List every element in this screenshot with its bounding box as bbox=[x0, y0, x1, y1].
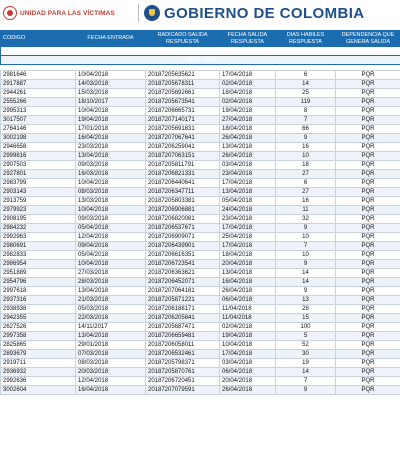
cell-dependencia: PQR bbox=[336, 251, 400, 260]
cell-radicado-salida: 20187206665731 bbox=[146, 107, 220, 116]
cell-fecha-entrada: 09/03/2018 bbox=[76, 215, 146, 224]
cell-fecha-salida: 19/04/2018 bbox=[220, 332, 276, 341]
table-row bbox=[1, 332, 400, 341]
cell-radicado-salida: 20187205803381 bbox=[146, 197, 220, 206]
cell-radicado-salida: 20187206720451 bbox=[146, 377, 220, 386]
cell-radicado-salida: 20187207140171 bbox=[146, 116, 220, 125]
cell-radicado-salida: 20187206058011 bbox=[146, 341, 220, 350]
table-row bbox=[1, 197, 400, 206]
cell-fecha-entrada: 16/03/2018 bbox=[76, 170, 146, 179]
cell-radicado-salida: 20187206616351 bbox=[146, 251, 220, 260]
cell-codigo: 2983799 bbox=[1, 179, 76, 188]
cell-radicado-salida: 20187205811791 bbox=[146, 161, 220, 170]
cell-fecha-salida: 26/04/2018 bbox=[220, 134, 276, 143]
cell-fecha-salida: 26/04/2018 bbox=[220, 152, 276, 161]
cell-codigo: 2937316 bbox=[1, 296, 76, 305]
cell-dias-habiles: 66 bbox=[276, 125, 336, 134]
cell-dias-habiles: 6 bbox=[276, 179, 336, 188]
cell-codigo: 2946658 bbox=[1, 143, 76, 152]
cell-fecha-entrada: 08/03/2018 bbox=[76, 188, 146, 197]
cell-fecha-entrada: 13/04/2018 bbox=[76, 152, 146, 161]
table-row bbox=[1, 314, 400, 323]
cell-fecha-entrada: 16/04/2018 bbox=[76, 386, 146, 395]
cell-fecha-salida: 23/04/2018 bbox=[220, 170, 276, 179]
cell-fecha-entrada: 12/04/2018 bbox=[76, 377, 146, 386]
cell-dependencia: PQR bbox=[336, 242, 400, 251]
cell-fecha-salida: 06/04/2018 bbox=[220, 368, 276, 377]
cell-fecha-entrada: 14/11/2017 bbox=[76, 323, 146, 332]
cell-fecha-salida: 13/04/2018 bbox=[220, 188, 276, 197]
cell-radicado-salida: 20187206363621 bbox=[146, 269, 220, 278]
cell-codigo: 3002604 bbox=[1, 386, 76, 395]
column-header-codigo: CODIGO bbox=[1, 31, 76, 47]
cell-radicado-salida: 20187206659481 bbox=[146, 332, 220, 341]
cell-radicado-salida: 20187206723541 bbox=[146, 260, 220, 269]
cell-dependencia: PQR bbox=[336, 341, 400, 350]
cell-dias-habiles: 30 bbox=[276, 350, 336, 359]
cell-dependencia: PQR bbox=[336, 269, 400, 278]
cell-fecha-entrada: 22/03/2018 bbox=[76, 314, 146, 323]
cell-fecha-salida: 27/04/2018 bbox=[220, 116, 276, 125]
cell-codigo: 2908195 bbox=[1, 215, 76, 224]
cell-fecha-salida: 17/04/2018 bbox=[220, 242, 276, 251]
table-row bbox=[1, 206, 400, 215]
report-banner bbox=[1, 47, 400, 71]
cell-dependencia: PQR bbox=[336, 296, 400, 305]
cell-dependencia: PQR bbox=[336, 224, 400, 233]
cell-fecha-salida: 17/04/2018 bbox=[220, 179, 276, 188]
cell-dependencia: PQR bbox=[336, 89, 400, 98]
cell-dias-habiles: 119 bbox=[276, 98, 336, 107]
table-row bbox=[1, 296, 400, 305]
cell-fecha-salida: 20/04/2018 bbox=[220, 260, 276, 269]
table-row bbox=[1, 215, 400, 224]
cell-dependencia: PQR bbox=[336, 80, 400, 89]
cell-dias-habiles: 14 bbox=[276, 80, 336, 89]
cell-fecha-entrada: 05/04/2018 bbox=[76, 251, 146, 260]
cell-codigo: 3002198 bbox=[1, 134, 76, 143]
cell-codigo: 2913759 bbox=[1, 197, 76, 206]
cell-codigo: 2984232 bbox=[1, 224, 76, 233]
cell-dependencia: PQR bbox=[336, 98, 400, 107]
cell-dependencia: PQR bbox=[336, 314, 400, 323]
cell-fecha-salida: 02/04/2018 bbox=[220, 323, 276, 332]
cell-fecha-salida: 20/04/2018 bbox=[220, 377, 276, 386]
cell-fecha-entrada: 28/03/2018 bbox=[76, 278, 146, 287]
table-row bbox=[1, 287, 400, 296]
cell-codigo: 2938938 bbox=[1, 305, 76, 314]
cell-dias-habiles: 11 bbox=[276, 206, 336, 215]
cell-dias-habiles: 7 bbox=[276, 377, 336, 386]
cell-radicado-salida: 20187206537671 bbox=[146, 224, 220, 233]
cell-codigo: 2825865 bbox=[1, 341, 76, 350]
table-row bbox=[1, 224, 400, 233]
cell-fecha-entrada: 09/04/2018 bbox=[76, 242, 146, 251]
cell-fecha-entrada: 15/03/2018 bbox=[76, 89, 146, 98]
cell-radicado-salida: 20187205678311 bbox=[146, 80, 220, 89]
cell-codigo: 2992636 bbox=[1, 377, 76, 386]
cell-fecha-salida: 26/04/2018 bbox=[220, 386, 276, 395]
cell-fecha-entrada: 10/04/2018 bbox=[76, 260, 146, 269]
victims-unit-logo-text: UNIDAD PARA LAS VÍCTIMAS bbox=[20, 9, 115, 17]
cell-dias-habiles: 7 bbox=[276, 242, 336, 251]
cell-fecha-entrada: 10/04/2018 bbox=[76, 179, 146, 188]
cell-fecha-salida: 03/04/2018 bbox=[220, 161, 276, 170]
table-row bbox=[1, 305, 400, 314]
table-row bbox=[1, 278, 400, 287]
cell-radicado-salida: 20187205673541 bbox=[146, 98, 220, 107]
cell-dias-habiles: 19 bbox=[276, 359, 336, 368]
cell-fecha-entrada: 05/04/2018 bbox=[76, 224, 146, 233]
cell-fecha-entrada: 18/10/2017 bbox=[76, 98, 146, 107]
cell-fecha-entrada: 27/03/2018 bbox=[76, 269, 146, 278]
cell-fecha-entrada: 10/04/2018 bbox=[76, 206, 146, 215]
column-header-dependencia: DEPENDENCIA QUE GENERA SALIDA bbox=[336, 31, 400, 47]
table-row bbox=[1, 179, 400, 188]
cell-radicado-salida: 20187206440641 bbox=[146, 179, 220, 188]
report-title: REPORTE MENSUAL GESTION DE PETICIONES bbox=[1, 47, 400, 56]
cell-radicado-salida: 20187207067641 bbox=[146, 134, 220, 143]
cell-codigo: 2999816 bbox=[1, 152, 76, 161]
cell-dias-habiles: 52 bbox=[276, 341, 336, 350]
cell-radicado-salida: 20187206452071 bbox=[146, 278, 220, 287]
cell-codigo: 2980691 bbox=[1, 242, 76, 251]
cell-radicado-salida: 20187206906881 bbox=[146, 206, 220, 215]
table-row bbox=[1, 98, 400, 107]
cell-codigo: 2942355 bbox=[1, 314, 76, 323]
cell-dias-habiles: 27 bbox=[276, 170, 336, 179]
cell-radicado-salida: 20187206821331 bbox=[146, 170, 220, 179]
cell-codigo: 2903143 bbox=[1, 188, 76, 197]
table-row bbox=[1, 134, 400, 143]
table-body bbox=[1, 71, 400, 395]
cell-dependencia: PQR bbox=[336, 305, 400, 314]
cell-dias-habiles: 13 bbox=[276, 296, 336, 305]
victims-unit-logo bbox=[3, 3, 115, 23]
report-period: ABRIL 2018 bbox=[1, 56, 400, 65]
cell-fecha-entrada: 23/03/2018 bbox=[76, 143, 146, 152]
table-row bbox=[1, 143, 400, 152]
cell-codigo: 2997618 bbox=[1, 287, 76, 296]
table-row bbox=[1, 359, 400, 368]
cell-fecha-salida: 11/04/2018 bbox=[220, 314, 276, 323]
cell-fecha-entrada: 20/03/2018 bbox=[76, 368, 146, 377]
cell-dependencia: PQR bbox=[336, 134, 400, 143]
cell-fecha-salida: 17/04/2018 bbox=[220, 224, 276, 233]
table-row bbox=[1, 125, 400, 134]
cell-codigo: 2944261 bbox=[1, 89, 76, 98]
cell-fecha-salida: 26/04/2018 bbox=[220, 287, 276, 296]
cell-fecha-entrada: 10/04/2018 bbox=[76, 71, 146, 80]
cell-codigo: 2555266 bbox=[1, 98, 76, 107]
cell-dependencia: PQR bbox=[336, 179, 400, 188]
cell-dependencia: PQR bbox=[336, 233, 400, 242]
cell-dias-habiles: 7 bbox=[276, 116, 336, 125]
cell-dependencia: PQR bbox=[336, 323, 400, 332]
cell-codigo: 2981646 bbox=[1, 71, 76, 80]
table-row bbox=[1, 251, 400, 260]
table-row bbox=[1, 269, 400, 278]
cell-dias-habiles: 16 bbox=[276, 143, 336, 152]
table-row bbox=[1, 242, 400, 251]
cell-fecha-entrada: 12/04/2018 bbox=[76, 233, 146, 242]
table-row bbox=[1, 107, 400, 116]
cell-fecha-entrada: 10/04/2018 bbox=[76, 107, 146, 116]
cell-dependencia: PQR bbox=[336, 188, 400, 197]
column-header-fecha-entrada: FECHA ENTRADA bbox=[76, 31, 146, 47]
cell-dependencia: PQR bbox=[336, 260, 400, 269]
cell-dias-habiles: 14 bbox=[276, 278, 336, 287]
cell-dias-habiles: 9 bbox=[276, 260, 336, 269]
cell-radicado-salida: 20187206439901 bbox=[146, 242, 220, 251]
cell-dependencia: PQR bbox=[336, 377, 400, 386]
cell-codigo: 2893679 bbox=[1, 350, 76, 359]
cell-dias-habiles: 8 bbox=[276, 107, 336, 116]
cell-codigo: 2927801 bbox=[1, 170, 76, 179]
cell-fecha-entrada: 13/04/2018 bbox=[76, 287, 146, 296]
cell-dias-habiles: 9 bbox=[276, 386, 336, 395]
table-header bbox=[1, 31, 400, 47]
cell-fecha-salida: 05/04/2018 bbox=[220, 197, 276, 206]
cell-dependencia: PQR bbox=[336, 143, 400, 152]
cell-dependencia: PQR bbox=[336, 215, 400, 224]
cell-codigo: 2951889 bbox=[1, 269, 76, 278]
cell-radicado-salida: 20187206909071 bbox=[146, 233, 220, 242]
table-row bbox=[1, 152, 400, 161]
cell-dias-habiles: 18 bbox=[276, 161, 336, 170]
cell-radicado-salida: 20187206347711 bbox=[146, 188, 220, 197]
colombia-crest-icon bbox=[144, 5, 160, 21]
cell-radicado-salida: 20187205798371 bbox=[146, 359, 220, 368]
cell-fecha-salida: 11/04/2018 bbox=[220, 305, 276, 314]
table-row bbox=[1, 386, 400, 395]
table-row bbox=[1, 341, 400, 350]
cell-dias-habiles: 28 bbox=[276, 305, 336, 314]
cell-radicado-salida: 20187206205841 bbox=[146, 314, 220, 323]
table-row bbox=[1, 368, 400, 377]
cell-radicado-salida: 20187205635621 bbox=[146, 71, 220, 80]
cell-fecha-entrada: 29/01/2018 bbox=[76, 341, 146, 350]
cell-fecha-entrada: 19/04/2018 bbox=[76, 116, 146, 125]
victims-unit-logo-icon bbox=[3, 6, 17, 20]
cell-codigo: 2954796 bbox=[1, 278, 76, 287]
cell-codigo: 2997358 bbox=[1, 332, 76, 341]
cell-radicado-salida: 20187205692661 bbox=[146, 89, 220, 98]
header-divider bbox=[138, 4, 139, 22]
cell-fecha-salida: 13/04/2018 bbox=[220, 269, 276, 278]
cell-dependencia: PQR bbox=[336, 170, 400, 179]
cell-dias-habiles: 27 bbox=[276, 188, 336, 197]
cell-dependencia: PQR bbox=[336, 197, 400, 206]
cell-fecha-salida: 10/04/2018 bbox=[220, 341, 276, 350]
column-header-dias-habiles: DIAS HABILES RESPUESTA bbox=[276, 31, 336, 47]
cell-dependencia: PQR bbox=[336, 161, 400, 170]
cell-fecha-salida: 13/04/2018 bbox=[220, 143, 276, 152]
cell-codigo: 2936932 bbox=[1, 368, 76, 377]
table-row bbox=[1, 89, 400, 98]
cell-fecha-salida: 18/04/2018 bbox=[220, 251, 276, 260]
table-row bbox=[1, 161, 400, 170]
cell-dias-habiles: 14 bbox=[276, 269, 336, 278]
cell-dias-habiles: 5 bbox=[276, 332, 336, 341]
cell-fecha-entrada: 05/03/2018 bbox=[76, 305, 146, 314]
cell-fecha-entrada: 08/03/2018 bbox=[76, 359, 146, 368]
cell-dependencia: PQR bbox=[336, 278, 400, 287]
cell-dependencia: PQR bbox=[336, 368, 400, 377]
cell-dias-habiles: 15 bbox=[276, 314, 336, 323]
table-row bbox=[1, 170, 400, 179]
cell-fecha-salida: 24/04/2018 bbox=[220, 206, 276, 215]
cell-fecha-entrada: 07/03/2018 bbox=[76, 350, 146, 359]
cell-fecha-salida: 17/04/2018 bbox=[220, 71, 276, 80]
cell-fecha-salida: 18/04/2018 bbox=[220, 125, 276, 134]
cell-dias-habiles: 25 bbox=[276, 89, 336, 98]
cell-fecha-salida: 23/04/2018 bbox=[220, 215, 276, 224]
cell-dias-habiles: 16 bbox=[276, 197, 336, 206]
cell-codigo: 2992963 bbox=[1, 233, 76, 242]
table-row bbox=[1, 188, 400, 197]
cell-codigo: 2907503 bbox=[1, 161, 76, 170]
cell-codigo: 2919711 bbox=[1, 359, 76, 368]
report-table bbox=[0, 30, 400, 395]
table-row bbox=[1, 233, 400, 242]
cell-dependencia: PQR bbox=[336, 206, 400, 215]
cell-radicado-salida: 20187206532461 bbox=[146, 350, 220, 359]
cell-fecha-salida: 25/04/2018 bbox=[220, 233, 276, 242]
cell-fecha-entrada: 09/03/2018 bbox=[76, 161, 146, 170]
cell-fecha-entrada: 14/03/2018 bbox=[76, 80, 146, 89]
cell-codigo: 2979923 bbox=[1, 206, 76, 215]
cell-fecha-entrada: 21/03/2018 bbox=[76, 296, 146, 305]
cell-dias-habiles: 100 bbox=[276, 323, 336, 332]
cell-codigo: 2986954 bbox=[1, 260, 76, 269]
cell-dependencia: PQR bbox=[336, 386, 400, 395]
cell-radicado-salida: 20187207079591 bbox=[146, 386, 220, 395]
column-header-radicado-salida: RADICADO SALIDA RESPUESTA bbox=[146, 31, 220, 47]
cell-dependencia: PQR bbox=[336, 287, 400, 296]
cell-radicado-salida: 20187206820081 bbox=[146, 215, 220, 224]
table-row bbox=[1, 80, 400, 89]
cell-fecha-entrada: 16/04/2018 bbox=[76, 134, 146, 143]
table-row bbox=[1, 260, 400, 269]
cell-dias-habiles: 10 bbox=[276, 251, 336, 260]
cell-radicado-salida: 20187206188171 bbox=[146, 305, 220, 314]
table-row bbox=[1, 116, 400, 125]
cell-dependencia: PQR bbox=[336, 71, 400, 80]
cell-fecha-salida: 02/04/2018 bbox=[220, 80, 276, 89]
column-header-fecha-salida: FECHA SALIDA RESPUESTA bbox=[220, 31, 276, 47]
cell-dependencia: PQR bbox=[336, 152, 400, 161]
cell-codigo: 2764146 bbox=[1, 125, 76, 134]
cell-fecha-entrada: 13/04/2018 bbox=[76, 332, 146, 341]
cell-dependencia: PQR bbox=[336, 350, 400, 359]
petition-report bbox=[0, 30, 400, 395]
cell-codigo: 2917887 bbox=[1, 80, 76, 89]
table-row bbox=[1, 377, 400, 386]
cell-dependencia: PQR bbox=[336, 116, 400, 125]
cell-dias-habiles: 14 bbox=[276, 368, 336, 377]
cell-dias-habiles: 6 bbox=[276, 71, 336, 80]
table-row bbox=[1, 350, 400, 359]
cell-dependencia: PQR bbox=[336, 359, 400, 368]
cell-fecha-salida: 06/04/2018 bbox=[220, 296, 276, 305]
cell-fecha-salida: 17/04/2018 bbox=[220, 350, 276, 359]
cell-dependencia: PQR bbox=[336, 332, 400, 341]
cell-radicado-salida: 20187205871221 bbox=[146, 296, 220, 305]
cell-dias-habiles: 9 bbox=[276, 134, 336, 143]
cell-radicado-salida: 20187207063151 bbox=[146, 152, 220, 161]
cell-dias-habiles: 10 bbox=[276, 233, 336, 242]
cell-radicado-salida: 20187207064181 bbox=[146, 287, 220, 296]
cell-fecha-salida: 19/04/2018 bbox=[220, 107, 276, 116]
cell-dependencia: PQR bbox=[336, 107, 400, 116]
cell-codigo: 2982833 bbox=[1, 251, 76, 260]
cell-fecha-entrada: 17/01/2018 bbox=[76, 125, 146, 134]
cell-fecha-salida: 02/04/2018 bbox=[220, 98, 276, 107]
table-row bbox=[1, 71, 400, 80]
cell-dias-habiles: 32 bbox=[276, 215, 336, 224]
cell-dias-habiles: 10 bbox=[276, 152, 336, 161]
cell-radicado-salida: 20187205691831 bbox=[146, 125, 220, 134]
cell-radicado-salida: 20187205870761 bbox=[146, 368, 220, 377]
colombia-government-logo bbox=[144, 2, 365, 24]
cell-dias-habiles: 9 bbox=[276, 224, 336, 233]
cell-fecha-salida: 18/04/2018 bbox=[220, 89, 276, 98]
cell-codigo: 2627526 bbox=[1, 323, 76, 332]
cell-dependencia: PQR bbox=[336, 125, 400, 134]
cell-radicado-salida: 20187205687471 bbox=[146, 323, 220, 332]
colombia-government-logo-text: GOBIERNO DE COLOMBIA bbox=[164, 4, 365, 22]
cell-codigo: 3017507 bbox=[1, 116, 76, 125]
cell-dias-habiles: 9 bbox=[276, 287, 336, 296]
cell-codigo: 2995313 bbox=[1, 107, 76, 116]
cell-fecha-entrada: 13/03/2018 bbox=[76, 197, 146, 206]
cell-radicado-salida: 20187206259041 bbox=[146, 143, 220, 152]
cell-fecha-salida: 16/04/2018 bbox=[220, 278, 276, 287]
page-header bbox=[0, 0, 400, 30]
table-row bbox=[1, 323, 400, 332]
cell-fecha-salida: 03/04/2018 bbox=[220, 359, 276, 368]
